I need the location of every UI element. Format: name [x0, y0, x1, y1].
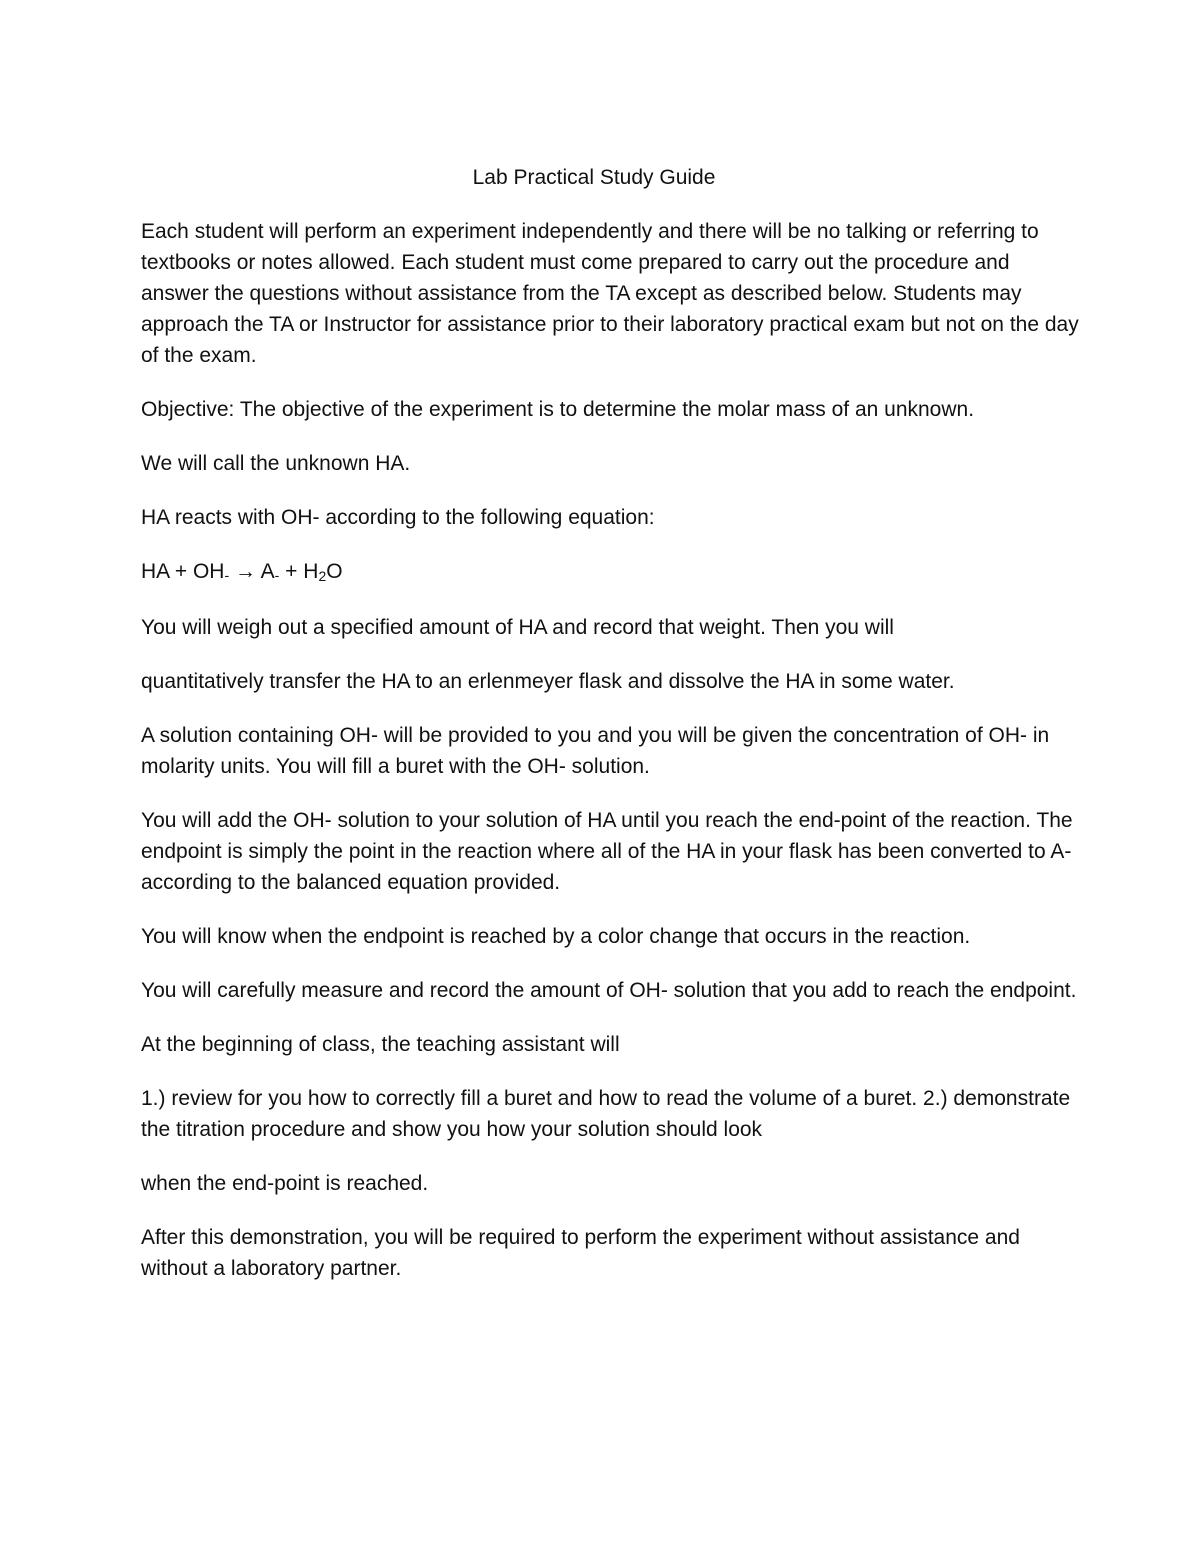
paragraph-color-change: You will know when the endpoint is reached by a color change that occurs in the reaction.: [141, 925, 971, 948]
equation-ha: HA + OH: [141, 560, 225, 583]
paragraph-unknown: We will call the unknown HA.: [141, 452, 411, 475]
paragraph-weigh: You will weigh out a specified amount of HA and record that weight. Then you will: [141, 616, 894, 639]
paragraph-end-point: when the end-point is reached.: [141, 1172, 429, 1195]
equation-h-subscript: 2: [318, 568, 327, 584]
document-body: [141, 162, 1081, 1307]
equation-oh-charge: -: [224, 567, 230, 583]
paragraph-rules: Each student will perform an experiment independently and there will be no talking or referring to textbooks or notes allowed. Each student must come prepared to carry out the procedure and answer the questions without assistance from the TA except as described below. Students may approach the TA or Instructor for assistance prior to their laboratory practical exam but not on the day of the exam.: [141, 220, 1079, 367]
paragraph-objective: Objective: The objective of the experiment is to determine the molar mass of an unknown.: [141, 398, 975, 421]
equation-arrow: → A: [229, 560, 275, 583]
paragraph-transfer: quantitatively transfer the HA to an erlenmeyer flask and dissolve the HA in some water.: [141, 670, 955, 693]
paragraph-review: 1.) review for you how to correctly fill a buret and how to read the volume of a buret. 2.) demonstrate the titration procedure and show you how your solution should look: [141, 1087, 1071, 1141]
paragraph-solution: A solution containing OH- will be provided to you and you will be given the concentration of OH- in molarity units. You will fill a buret with the OH- solution.: [141, 724, 1050, 778]
equation-a-charge: -: [274, 567, 280, 583]
document-title: Lab Practical Study Guide: [472, 166, 716, 189]
paragraph-endpoint: You will add the OH- solution to your solution of HA until you reach the end-point of the reaction. The endpoint is simply the point in the reaction where all of the HA in your flask has been converted to A- according to the balanced equation provided.: [141, 809, 1073, 894]
paragraph-beginning: At the beginning of class, the teaching assistant will: [141, 1033, 620, 1056]
reaction-equation: [141, 556, 1081, 589]
paragraph-measure: You will carefully measure and record the amount of OH- solution that you add to reach the endpoint.: [141, 979, 1077, 1002]
equation-o: O: [326, 560, 343, 583]
paragraph-after-demo: After this demonstration, you will be required to perform the experiment without assistance and without a laboratory partner.: [141, 1226, 1020, 1280]
paragraph-reaction-intro: HA reacts with OH- according to the following equation:: [141, 506, 655, 529]
equation-plus-h: + H: [279, 560, 319, 583]
